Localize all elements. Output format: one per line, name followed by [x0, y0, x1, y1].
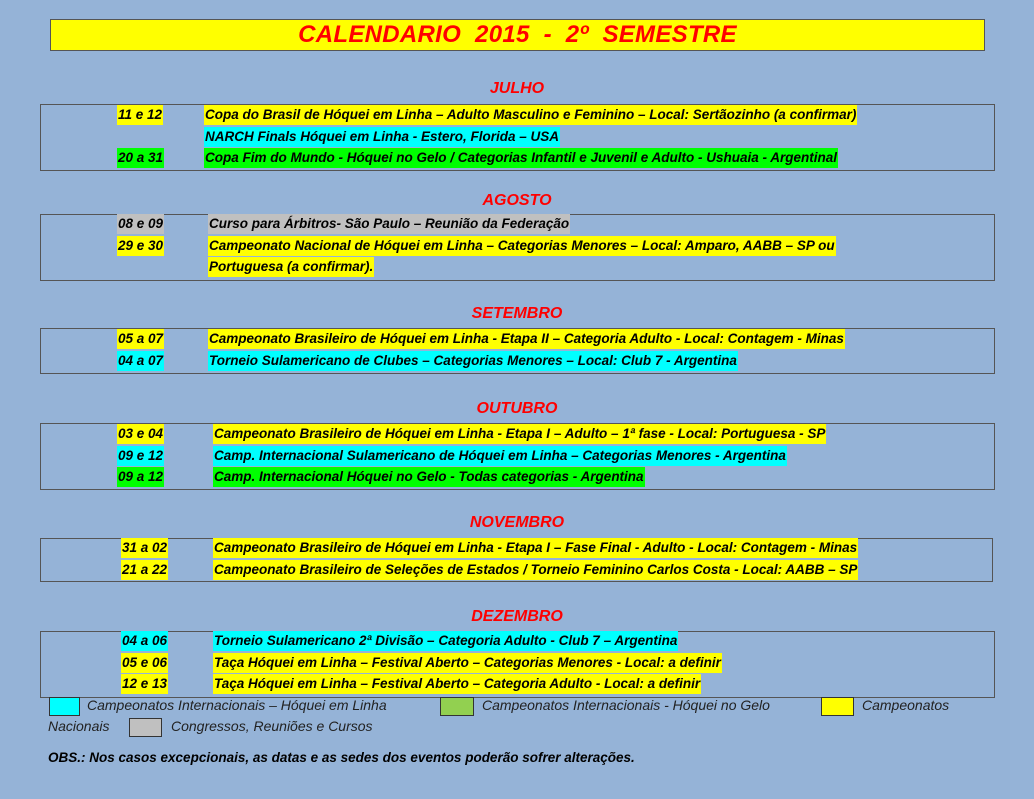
- event-date: 11 e 12: [117, 105, 163, 125]
- month-title-dezembro: DEZEMBRO: [471, 608, 563, 625]
- legend-swatch-yellow: [821, 697, 854, 716]
- event-date: 29 e 30: [117, 236, 164, 256]
- month-title-agosto: AGOSTO: [482, 192, 552, 209]
- event-date: 20 a 31: [117, 148, 164, 168]
- event-description: Campeonato Brasileiro de Hóquei em Linha - Etapa I – Adulto – 1ª fase - Local: Portuguesa - SP: [213, 424, 826, 444]
- event-description: Torneio Sulamericano de Clubes – Categorias Menores – Local: Club 7 - Argentina: [208, 351, 738, 371]
- event-date: 04 a 06: [121, 631, 168, 651]
- event-description: Copa Fim do Mundo - Hóquei no Gelo / Categorias Infantil e Juvenil e Adulto - Ushuaia - Argentinal: [204, 148, 838, 168]
- month-title-novembro: NOVEMBRO: [469, 514, 565, 531]
- event-date: 21 a 22: [121, 560, 168, 580]
- event-description: Taça Hóquei em Linha – Festival Aberto – Categoria Adulto - Local: a definir: [213, 674, 701, 694]
- event-date: 09 a 12: [117, 467, 164, 487]
- event-date: 05 a 07: [117, 329, 164, 349]
- legend-label-cyan: Campeonatos Internacionais – Hóquei em Linha: [87, 697, 387, 713]
- event-description: Curso para Árbitros- São Paulo – Reunião da Federação: [208, 214, 570, 234]
- event-description: Campeonato Nacional de Hóquei em Linha – Categorias Menores – Local: Amparo, AABB – SP ou: [208, 236, 836, 256]
- observation-note: OBS.: Nos casos excepcionais, as datas e as sedes dos eventos poderão sofrer alterações.: [48, 750, 635, 765]
- legend-label-yellow: Campeonatos: [862, 697, 950, 713]
- event-description: Torneio Sulamericano 2ª Divisão – Categoria Adulto - Club 7 – Argentina: [213, 631, 678, 651]
- legend-swatch-green: [440, 697, 474, 716]
- event-description: Campeonato Brasileiro de Hóquei em Linha - Etapa II – Categoria Adulto - Local: Contagem - Minas: [208, 329, 845, 349]
- page-title: CALENDARIO 2015 - 2º SEMESTRE: [298, 21, 737, 48]
- event-description: Camp. Internacional Sulamericano de Hóquei em Linha – Categorias Menores - Argentina: [213, 446, 787, 466]
- event-description: Copa do Brasil de Hóquei em Linha – Adulto Masculino e Feminino – Local: Sertãozinho (a confirmar): [204, 105, 857, 125]
- legend-swatch-cyan: [49, 697, 80, 716]
- legend-label-yellow-cont: Nacionais: [48, 718, 110, 734]
- event-date: 09 e 12: [117, 446, 164, 466]
- event-date: 08 e 09: [117, 214, 164, 234]
- event-description: NARCH Finals Hóquei em Linha - Estero, Florida – USA: [204, 127, 560, 147]
- legend-label-gray: Congressos, Reuniões e Cursos: [171, 718, 373, 734]
- event-description: Campeonato Brasileiro de Hóquei em Linha - Etapa I – Fase Final - Adulto - Local: Contagem - Minas: [213, 538, 858, 558]
- event-date: 31 a 02: [121, 538, 168, 558]
- event-date: 12 e 13: [121, 674, 168, 694]
- legend-swatch-gray: [129, 718, 162, 737]
- month-title-julho: JULHO: [489, 80, 545, 97]
- event-description: Campeonato Brasileiro de Seleções de Estados / Torneio Feminino Carlos Costa - Local: AABB – SP: [213, 560, 858, 580]
- title-banner: [50, 19, 985, 51]
- event-date: 05 e 06: [121, 653, 168, 673]
- event-description: Portuguesa (a confirmar).: [208, 257, 374, 277]
- event-date: 04 a 07: [117, 351, 164, 371]
- month-title-outubro: OUTUBRO: [476, 400, 558, 417]
- event-description: Taça Hóquei em Linha – Festival Aberto – Categorias Menores - Local: a definir: [213, 653, 722, 673]
- event-date: 03 e 04: [117, 424, 164, 444]
- month-title-setembro: SETEMBRO: [471, 305, 563, 322]
- event-description: Camp. Internacional Hóquei no Gelo - Todas categorias - Argentina: [213, 467, 645, 487]
- legend-label-green: Campeonatos Internacionais - Hóquei no Gelo: [482, 697, 770, 713]
